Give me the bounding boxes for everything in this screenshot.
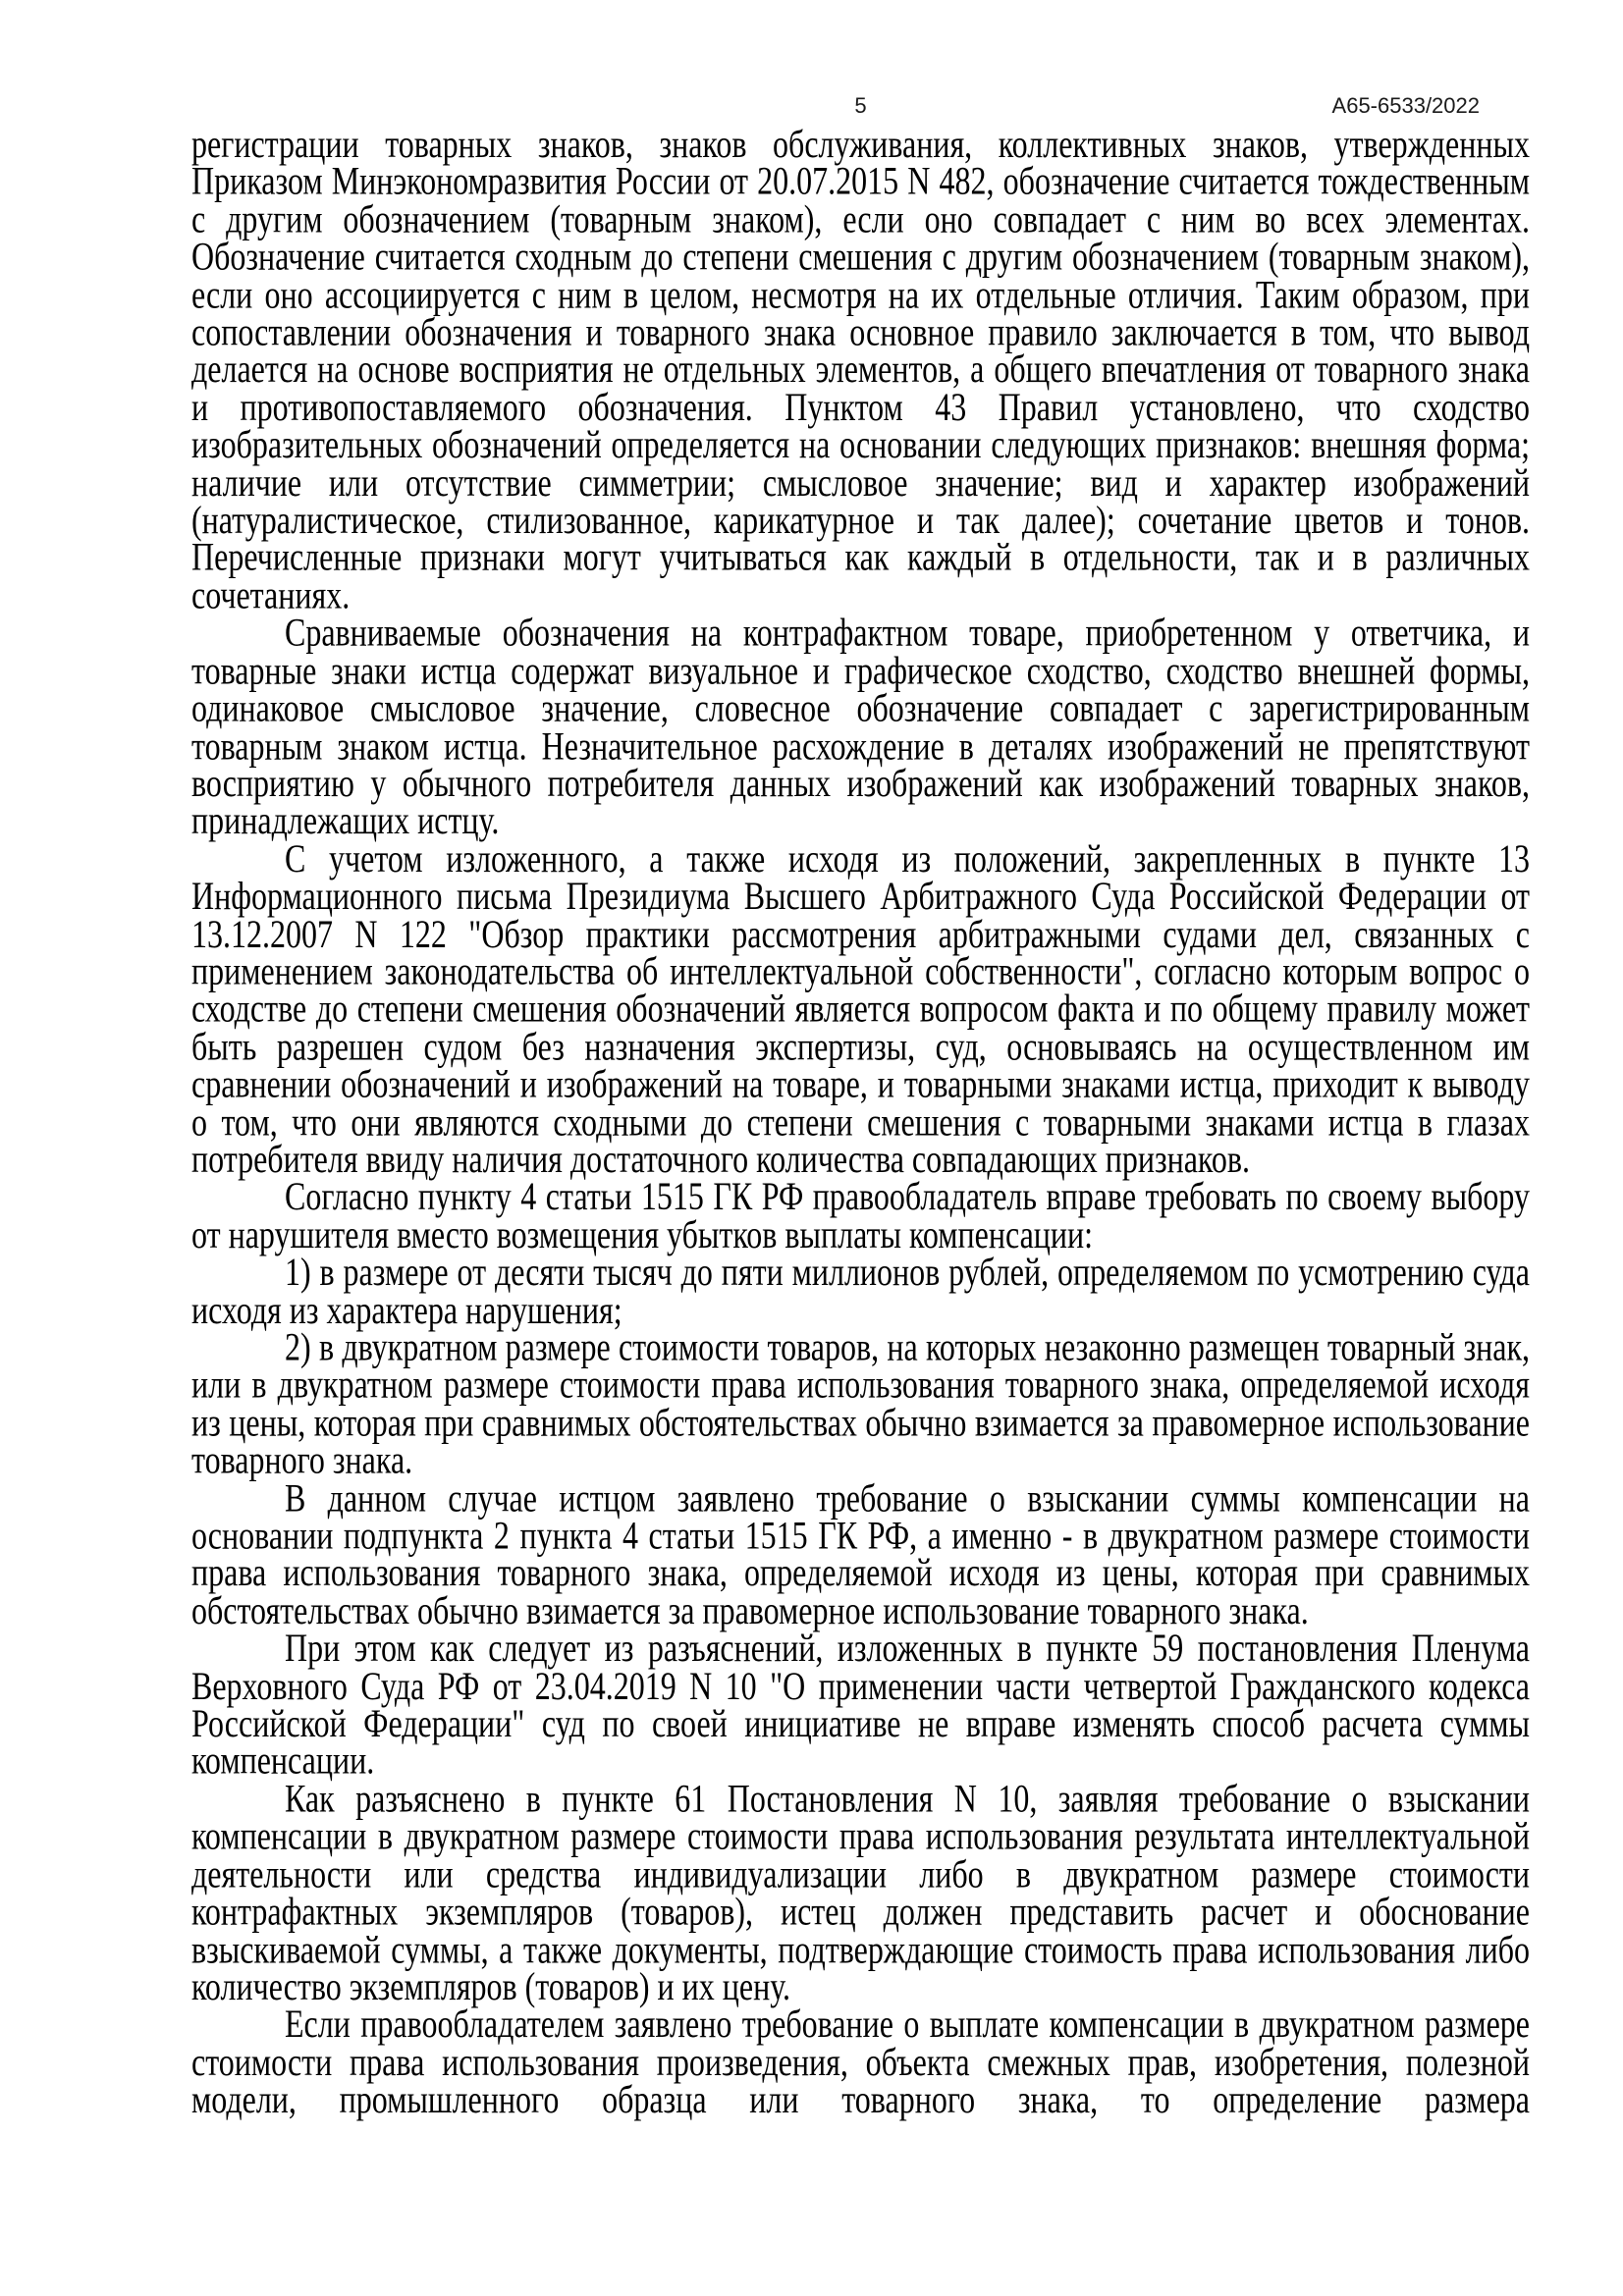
text-block (191, 121, 1530, 2121)
paragraph: В данном случае истцом заявлено требование о взыскании суммы компенсации на основании подпункта 2 пункта 4 статьи 1515 ГК РФ, а именно - в двукратном размере стоимости права использования товарного знака, определяемой исходя из цены, которая при сравнимых обстоятельствах обычно взимается за правомерное использование товарного знака. (191, 1474, 1530, 1632)
case-number: А65-6533/2022 (1331, 93, 1480, 118)
paragraph-list-item-2: 2) в двукратном размере стоимости товаров, на которых незаконно размещен товарный знак, или в двукратном размере стоимости права использования товарного знака, определяемой исходя из цены, которая при сравнимых обстоятельствах обычно взимается за правомерное использование товарного знака. (191, 1324, 1530, 1482)
paragraph: Сравниваемые обозначения на контрафактном товаре, приобретенном у ответчика, и товарные знаки истца содержат визуальное и графическое сходство, сходство внешней формы, одинаковое смысловое значение, словесное обозначение совпадает с зарегистрированным товарным знаком истца. Незначительное расхождение в деталях изображений не препятствуют восприятию у обычного потребителя данных изображений как изображений товарных знаков, принадлежащих истцу. (191, 610, 1530, 843)
paragraph: Как разъяснено в пункте 61 Постановления N 10, заявляя требование о взыскании компенсации в двукратном размере стоимости права использования результата интеллектуальной деятельности или средства индивидуализации либо в двукратном размере стоимости контрафактных экземпляров (товаров), истец должен представить расчет и обоснование взыскиваемой суммы, а также документы, подтверждающие стоимость права использования либо количество экземпляров (товаров) и их цену. (191, 1775, 1530, 2008)
page-header (191, 92, 1530, 122)
document-body (191, 121, 1530, 2121)
paragraph-continues-next-page: Если правообладателем заявлено требование о выплате компенсации в двукратном размере стоимости права использования произведения, объекта смежных прав, изобретения, полезной модели, промышленного образца или товарного знака, то определение размера (191, 2001, 1530, 2121)
paragraph-list-item-1: 1) в размере от десяти тысяч до пяти миллионов рублей, определяемом по усмотрению суда исходя из характера нарушения; (191, 1249, 1530, 1332)
paragraph: При этом как следует из разъяснений, изложенных в пункте 59 постановления Пленума Верховного Суда РФ от 23.04.2019 N 10 "О применении части четвертой Гражданского кодекса Российской Федерации" суд по своей инициативе не вправе изменять способ расчета суммы компенсации. (191, 1625, 1530, 1783)
paragraph: С учетом изложенного, а также исходя из положений, закрепленных в пункте 13 Информационного письма Президиума Высшего Арбитражного Суда Российской Федерации от 13.12.2007 N 122 "Обзор практики рассмотрения арбитражными судами дел, связанных с применением законодательства об интеллектуальной собственности", согласно которым вопрос о сходстве до степени смешения обозначений является вопросом факта и по общему правилу может быть разрешен судом без назначения экспертизы, суд, основываясь на осуществленном им сравнении обозначений и изображений на товаре, и товарными знаками истца, приходит к выводу о том, что они являются сходными до степени смешения с товарными знаками истца в глазах потребителя ввиду наличия достаточного количества совпадающих признаков. (191, 835, 1530, 1182)
paragraph-continuation: регистрации товарных знаков, знаков обслуживания, коллективных знаков, утвержденных Приказом Минэкономразвития России от 20.07.2015 N 482, обозначение считается тождественным с другим обозначением (товарным знаком), если оно совпадает с ним во всех элементах. Обозначение считается сходным до степени смешения с другим обозначением (товарным знаком), если оно ассоциируется с ним в целом, несмотря на их отдельные отличия. Таким образом, при сопоставлении обозначения и товарного знака основное правило заключается в том, что вывод делается на основе восприятия не отдельных элементов, а общего впечатления от товарного знака и противопоставляемого обозначения. Пунктом 43 Правил установлено, что сходство изобразительных обозначений определяется на основании следующих признаков: внешняя форма; наличие или отсутствие симметрии; смысловое значение; вид и характер изображений (натуралистическое, стилизованное, карикатурное и так далее); сочетание цветов и тонов. Перечисленные признаки могут учитываться как каждый в отдельности, так и в различных сочетаниях. (191, 121, 1530, 617)
paragraph: Согласно пункту 4 статьи 1515 ГК РФ правообладатель вправе требовать по своему выбору от нарушителя вместо возмещения убытков выплаты компенсации: (191, 1173, 1530, 1256)
page-number: 5 (854, 93, 867, 118)
